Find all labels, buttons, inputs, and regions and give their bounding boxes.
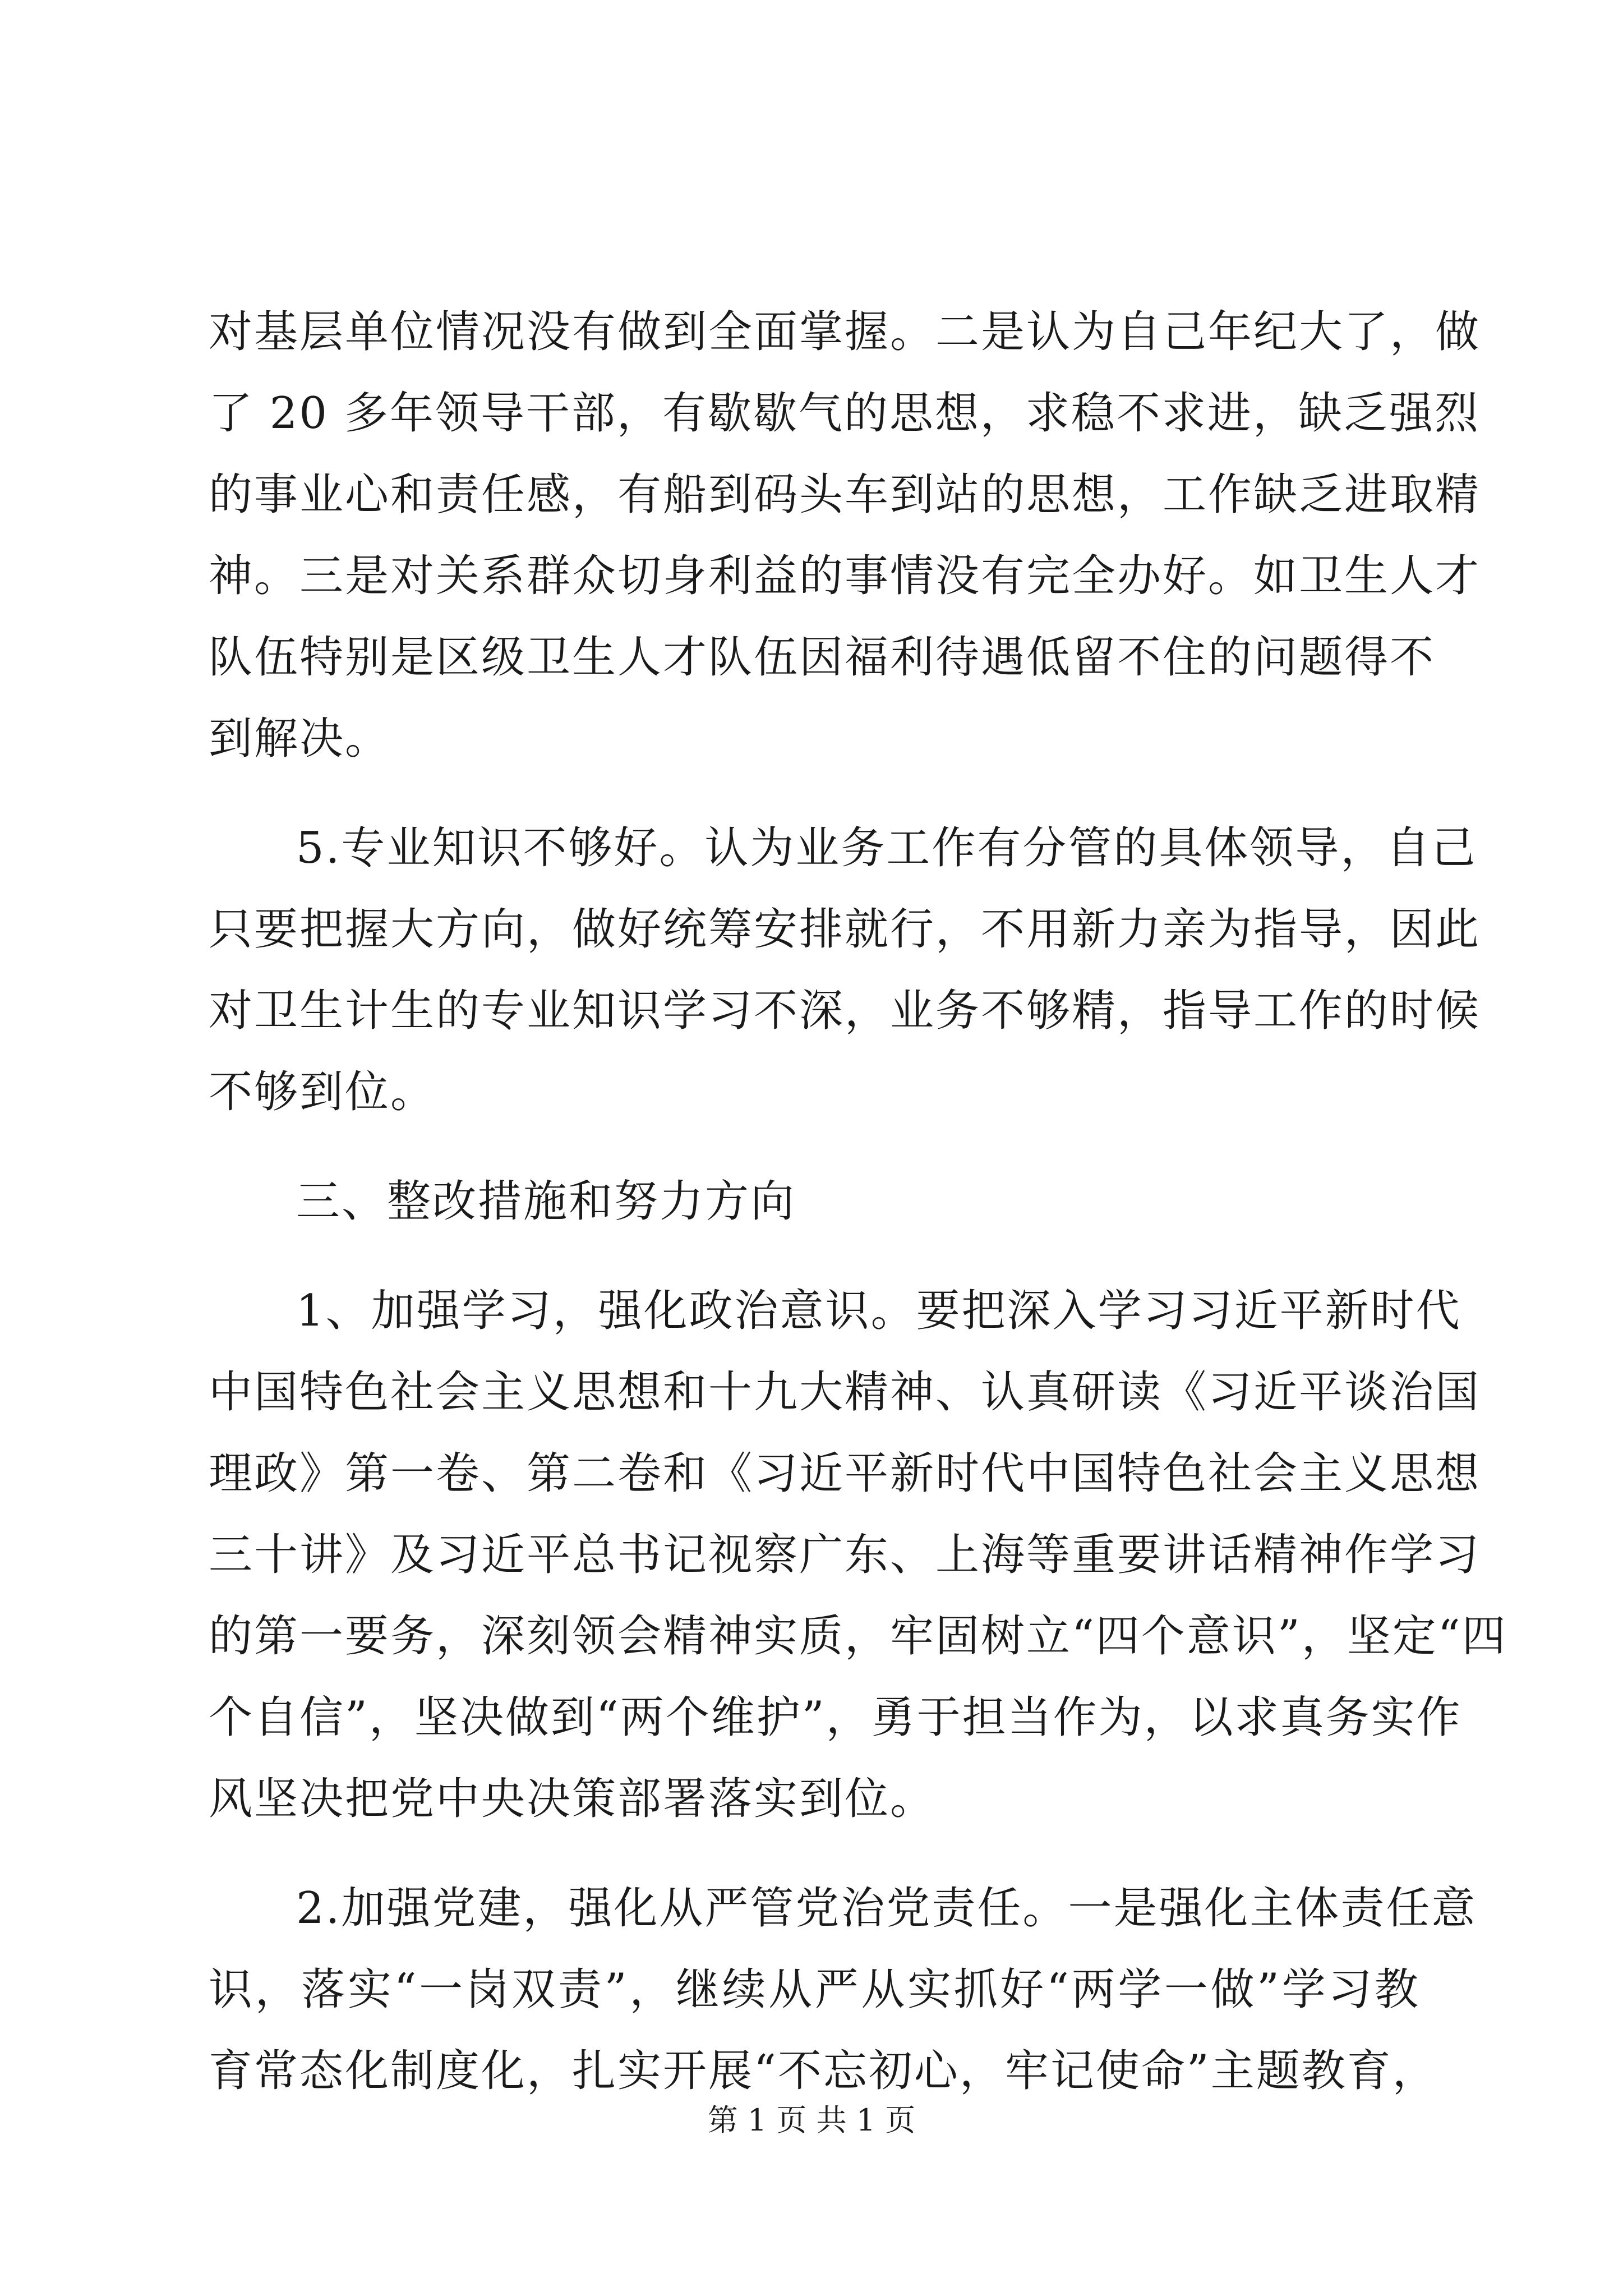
text-line: 1、加强学习，强化政治意识。要把深入学习习近平新时代: [296, 1286, 1461, 1336]
text-line: 2.加强党建，强化从严管党治党责任。一是强化主体责任意: [296, 1883, 1477, 1934]
text-line: 神。三是对关系群众切身利益的事情没有完全办好。如卫生人才: [209, 551, 1481, 601]
paragraph-continuation: [209, 292, 1481, 780]
page-footer: [0, 2098, 1623, 2143]
text-line: 对基层单位情况没有做到全面掌握。二是认为自己年纪大了，做: [209, 307, 1481, 357]
text-line: 三十讲》及习近平总书记视察广东、上海等重要讲话精神作学习: [209, 1530, 1481, 1580]
text-line: 只要把握大方向，做好统筹安排就行，不用新力亲为指导，因此: [209, 904, 1481, 955]
text-line: 了 20 多年领导干部，有歇歇气的思想，求稳不求进，缺乏强烈: [209, 388, 1480, 439]
text-line: 不够到位。: [209, 1067, 436, 1117]
text-line: 风坚决把党中央决策部署落实到位。: [209, 1774, 936, 1824]
text-line: 5.专业知识不够好。认为业务工作有分管的具体领导，自己: [296, 823, 1477, 873]
text-line: 个自信”，坚决做到“两个维护”，勇于担当作为，以求真务实作: [209, 1692, 1462, 1743]
section-heading: [209, 1161, 1420, 1243]
text-line: 育常态化制度化，扎实开展“不忘初心，牢记使命”主题教育，: [209, 2046, 1438, 2096]
paragraph-party-building: [209, 1868, 1477, 2112]
paragraph-strengthen-study: [209, 1271, 1507, 1840]
text-line: 对卫生计生的专业知识学习不深，业务不够精，指导工作的时候: [209, 986, 1481, 1036]
text-line: 队伍特别是区级卫生人才队伍因福利待遇低留不住的问题得不: [209, 632, 1436, 683]
text-line: 识，落实“一岗双责”，继续从严从实抓好“两学一做”学习教: [209, 1964, 1420, 2015]
document-body: [209, 292, 1507, 2112]
heading-text: 三、整改措施和努力方向: [296, 1176, 796, 1227]
text-line: 的第一要务，深刻领会精神实质，牢固树立“四个意识”，坚定“四: [209, 1611, 1507, 1662]
text-line: 理政》第一卷、第二卷和《习近平新时代中国特色社会主义思想: [209, 1448, 1481, 1499]
paragraph-professional-knowledge: [209, 808, 1481, 1133]
text-line: 中国特色社会主义思想和十九大精神、认真研读《习近平谈治国: [209, 1367, 1481, 1418]
page-number-label: 第 1 页 共 1 页: [707, 2102, 916, 2138]
text-line: 到解决。: [209, 714, 391, 764]
text-line: 的事业心和责任感，有船到码头车到站的思想，工作缺乏进取精: [209, 470, 1481, 520]
